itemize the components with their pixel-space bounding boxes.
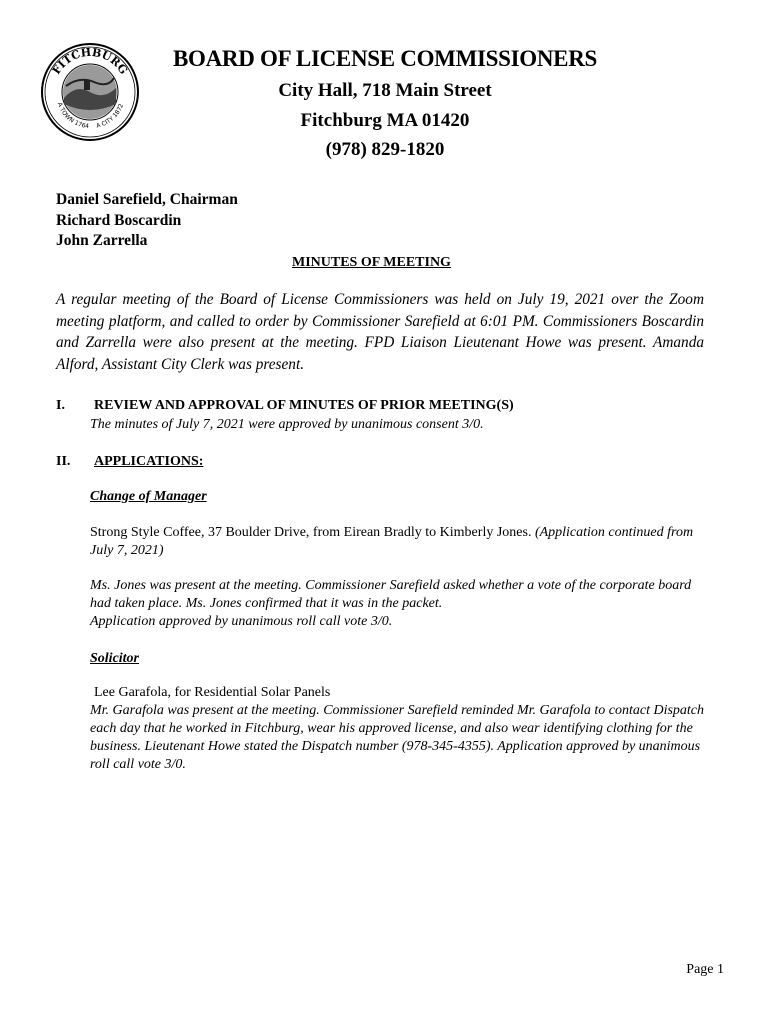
board-title: BOARD OF LICENSE COMMISSIONERS xyxy=(172,46,598,71)
section-title: REVIEW AND APPROVAL OF MINUTES OF PRIOR MEETING(S) xyxy=(94,398,514,413)
subsection-heading: Solicitor xyxy=(90,651,140,666)
application-note: (Application continued from July 7, 2021) xyxy=(90,525,694,558)
section-text: The minutes of July 7, 2021 were approved by unanimous consent 3/0. xyxy=(90,417,484,432)
section-number: I. xyxy=(56,398,65,413)
application-text: Lee Garafola, for Residential Solar Panels xyxy=(94,685,331,700)
discussion-text: Mr. Garafola was present at the meeting. Commissioner Sarefield reminded Mr. Garafola to contact Dispatch each day that he worked in Fitchburg, wear his approved license, and also wear identifying clothing for the business. Lieutenant Howe stated the Dispatch number (978-345-4355). Application approved by unanimous roll call vote 3/0. xyxy=(90,703,705,772)
intro-paragraph: A regular meeting of the Board of License Commissioners was held on July 19, 2021 over the Zoom meeting platform, and called to order by Commissioner Sarefield at 6:01 PM. Commissioners Boscardin and Zarrella were also present at the meeting. FPD Liaison Lieutenant Howe was present. Amanda Alford, Assistant City Clerk was present. xyxy=(56,291,704,373)
minutes-heading: MINUTES OF MEETING xyxy=(292,255,451,270)
subsection-heading: Change of Manager xyxy=(90,489,207,504)
section-title: APPLICATIONS: xyxy=(94,454,204,469)
member-name: Daniel Sarefield, Chairman xyxy=(56,191,238,208)
page-number: Page 1 xyxy=(686,962,724,977)
member-name: Richard Boscardin xyxy=(56,211,182,229)
svg-text:A TOWN 1764: A TOWN 1764 xyxy=(55,101,90,131)
svg-text:FITCHBURG: FITCHBURG xyxy=(49,45,131,77)
vote-result: Application approved by unanimous roll call vote 3/0. xyxy=(90,614,393,629)
discussion-text: Ms. Jones was present at the meeting. Commissioner Sarefield asked whether a vote of the corporate board had taken place. Ms. Jones confirmed that it was in the packet. xyxy=(90,578,692,611)
svg-text:A CITY 1872: A CITY 1872 xyxy=(95,102,126,130)
section-number: II. xyxy=(56,454,71,469)
application-entry xyxy=(90,524,715,560)
address-line-2: Fitchburg MA 01420 xyxy=(300,110,470,131)
application-text: Strong Style Coffee, 37 Boulder Drive, from Eirean Bradly to Kimberly Jones. xyxy=(90,525,532,540)
phone-number: (978) 829-1820 xyxy=(325,139,445,160)
commissioner-list xyxy=(56,190,238,252)
address-line-1: City Hall, 718 Main Street xyxy=(278,80,492,101)
member-name: John Zarrella xyxy=(56,232,148,249)
